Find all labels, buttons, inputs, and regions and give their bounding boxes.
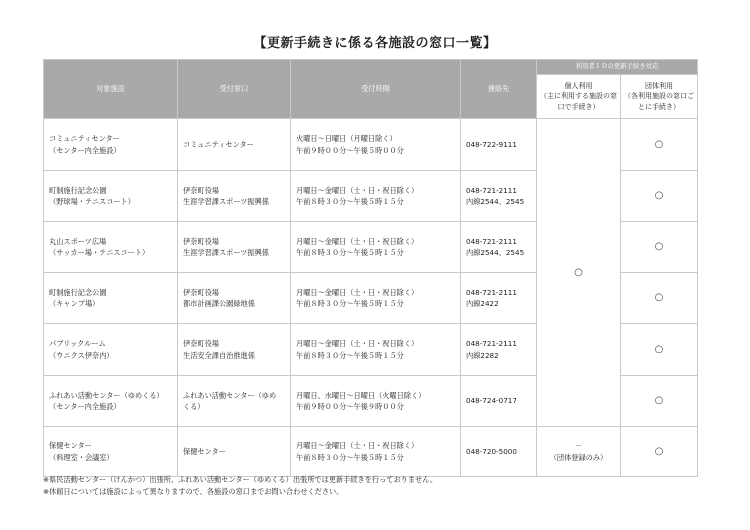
facility-name: 丸山スポーツ広場 [49, 236, 107, 246]
counter-cell [178, 427, 291, 477]
facility-counter-table [43, 59, 698, 477]
contact-cell [461, 427, 537, 477]
facility-cell [44, 427, 178, 477]
counter-line: 都市計画課公園緑地係 [183, 299, 255, 308]
counter-line: 伊奈町役場 [183, 185, 219, 195]
contact-extension: 内線2422 [466, 299, 499, 308]
counter-cell [178, 376, 291, 427]
contact-extension: 内線2544、2545 [466, 248, 525, 257]
facility-cell [44, 376, 178, 427]
counter-cell [178, 119, 291, 171]
facility-cell [44, 324, 178, 376]
group-cell [621, 119, 698, 171]
facility-cell [44, 119, 178, 171]
counter-line: 生涯学習課スポーツ振興係 [183, 248, 269, 257]
hours-days: 月曜日～金曜日（土・日・祝日除く） [296, 185, 419, 195]
facility-cell [44, 273, 178, 324]
circle-mark: ○ [654, 292, 664, 304]
hours-cell [291, 222, 461, 273]
contact-phone: 048-724-0717 [466, 396, 517, 406]
dash-mark: － [574, 441, 583, 451]
counter-line: ふれあい活動センター（ゆめ [183, 390, 277, 400]
header-group-sub: （各利用施設の窓口ごとに手続き） [624, 92, 694, 111]
circle-mark: ○ [654, 190, 664, 202]
footnote: ※県民活動センター（けんかつ）出張所、ふれあい活動センター（ゆめくる）出張所では更新手続きを行っておりません。 [43, 475, 438, 484]
hours-cell [291, 273, 461, 324]
contact-phone: 048-721-2111 [466, 287, 517, 297]
hours-days: 月曜日～金曜日（土・日・祝日除く） [296, 287, 419, 297]
contact-cell [461, 222, 537, 273]
group-registration-note: （団体登録のみ） [549, 452, 608, 462]
group-cell [621, 222, 698, 273]
hours-time: 午前９時００分～午後５時００分 [296, 145, 404, 155]
hours-days: 月曜日～金曜日（土・日・祝日除く） [296, 236, 419, 246]
contact-extension: 内線2282 [466, 350, 499, 360]
counter-line: くる） [183, 402, 205, 411]
group-cell [621, 324, 698, 376]
counter-line: 伊奈町役場 [183, 339, 219, 349]
facility-cell [44, 222, 178, 273]
counter-line: コミュニティセンター [183, 139, 254, 149]
footnote: ※休館日については施設によって異なりますので、各施設の窓口までお問い合わせください。 [43, 486, 344, 496]
circle-mark: ○ [654, 395, 664, 407]
contact-phone: 048-722-9111 [466, 139, 517, 149]
contact-phone: 048-721-2111 [466, 339, 517, 349]
individual-health-cell [537, 427, 621, 477]
hours-cell [291, 324, 461, 376]
facility-detail: （センター内全施設） [49, 402, 121, 411]
header-individual-sub: （主に利用する施設の窓口で手続き） [540, 92, 617, 111]
contact-phone: 048-721-2111 [466, 185, 517, 195]
hours-days: 月曜日、水曜日～日曜日（火曜日除く） [296, 390, 426, 400]
hours-time: 午前８時３０分～午後５時１５分 [296, 452, 404, 462]
header-contact: 連絡先 [461, 60, 537, 119]
contact-cell [461, 273, 537, 324]
hours-cell [291, 119, 461, 171]
group-cell [621, 376, 698, 427]
facility-name: パブリックルーム [49, 339, 106, 349]
group-cell [621, 171, 698, 222]
facility-name: コミュニティセンター [49, 134, 120, 144]
contact-phone: 048-721-2111 [466, 236, 517, 246]
group-cell [621, 427, 698, 477]
circle-mark: ○ [654, 343, 664, 355]
hours-cell [291, 376, 461, 427]
counter-line: 伊奈町役場 [183, 236, 219, 246]
contact-cell [461, 171, 537, 222]
hours-days: 月曜日～金曜日（土・日・祝日除く） [296, 339, 419, 349]
page-title: 【更新手続きに係る各施設の窓口一覧】 [253, 36, 497, 51]
facility-detail: （キャンプ場） [49, 299, 100, 308]
facility-name: 町制施行記念公園 [49, 287, 107, 297]
facility-detail: （ウニクス伊奈内） [49, 350, 114, 360]
header-individual-title: 個人利用 [564, 82, 593, 91]
facility-detail: （サッカー場・テニスコート） [49, 248, 150, 257]
counter-line: 生活安全課自治推進係 [183, 350, 255, 360]
circle-mark: ○ [654, 138, 664, 150]
counter-line: 伊奈町役場 [183, 287, 219, 297]
circle-mark: ○ [654, 241, 664, 253]
hours-cell [291, 427, 461, 477]
counter-cell [178, 222, 291, 273]
header-individual [537, 75, 621, 119]
hours-time: 午前９時００分～午後９時００分 [296, 402, 404, 411]
facility-detail: （センター内全施設） [49, 145, 121, 155]
header-group-title: 団体利用 [645, 82, 673, 91]
circle-mark: ○ [654, 445, 664, 457]
contact-cell [461, 376, 537, 427]
counter-cell [178, 324, 291, 376]
individual-cell [537, 119, 621, 427]
counter-line: 生涯学習課スポーツ振興係 [183, 197, 269, 206]
table-row [44, 427, 698, 477]
counter-cell [178, 273, 291, 324]
contact-extension: 内線2544、2545 [466, 197, 525, 206]
hours-time: 午前８時３０分～午後５時１５分 [296, 197, 404, 206]
footnotes [43, 474, 437, 497]
counter-line: 保健センター [183, 446, 226, 456]
hours-days: 火曜日～日曜日（月曜日除く） [296, 134, 397, 144]
hours-time: 午前８時３０分～午後５時１５分 [296, 248, 404, 257]
facility-cell [44, 171, 178, 222]
header-group [621, 75, 698, 119]
group-cell [621, 273, 698, 324]
facility-detail: （料理室・会議室） [49, 452, 114, 462]
header-id-support: 利用者ＩＤの更新手続き対応 [537, 60, 698, 75]
hours-days: 月曜日～金曜日（土・日・祝日除く） [296, 441, 419, 451]
header-hours: 受付時間 [291, 60, 461, 119]
header-counter: 受付窓口 [178, 60, 291, 119]
table-row [44, 119, 698, 171]
header-facility: 対象施設 [44, 60, 178, 119]
hours-time: 午前８時３０分～午後５時１５分 [296, 299, 404, 308]
circle-mark: ○ [574, 266, 583, 278]
hours-cell [291, 171, 461, 222]
facility-detail: （野球場・テニスコート） [49, 197, 135, 206]
facility-name: 保健センター [49, 441, 92, 451]
contact-cell [461, 324, 537, 376]
facility-name: 町制施行記念公園 [49, 185, 107, 195]
facility-name: ふれあい活動センター（ゆめくる） [49, 390, 164, 400]
counter-cell [178, 171, 291, 222]
contact-phone: 048-720-5000 [466, 446, 517, 456]
contact-cell [461, 119, 537, 171]
hours-time: 午前８時３０分～午後５時１５分 [296, 350, 404, 360]
